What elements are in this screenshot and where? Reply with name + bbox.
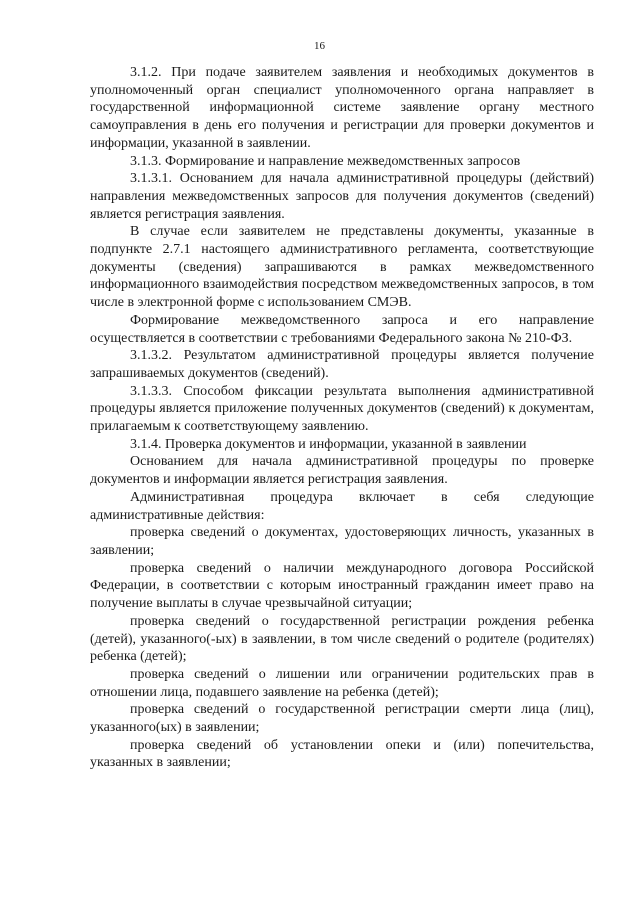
page-number: 16	[314, 40, 325, 52]
paragraph-3-1-3-1: 3.1.3.1. Основанием для начала административной процедуры (действий) направления межведомственных запросов для получения документов (сведений) является регистрация заявления.	[90, 171, 594, 222]
list-item-death-check: проверка сведений о государственной регистрации смерти лица (лиц), указанного(ых) в заявлении;	[90, 702, 594, 736]
list-item-parental-rights-check: проверка сведений о лишении или ограничении родительских прав в отношении лица, подавшего заявление на ребенка (детей);	[90, 666, 594, 700]
list-item-guardianship-check: проверка сведений об установлении опеки и (или) попечительства, указанных в заявлении;	[90, 737, 594, 771]
list-item-identity-check: проверка сведений о документах, удостоверяющих личность, указанных в заявлении;	[90, 525, 594, 558]
list-item-treaty-check: проверка сведений о наличии международного договора Российской Федерации, в соответствии с которым иностранный гражданин имеет право на получение выплаты в случае чрезвычайной ситуации;	[90, 560, 594, 612]
paragraph-3-1-2: 3.1.2. При подаче заявителем заявления и необходимых документов в уполномоченный орган специалист уполномоченного органа направляет в государственной информационной системе заявление органу местного самоуправления в день его получения и регистрации для проверки документов и информации, указанной в заявлении.	[90, 65, 594, 151]
paragraph-3-1-3-2: 3.1.3.2. Результатом административной процедуры является получение запрашиваемых документов (сведений).	[90, 348, 594, 381]
document-body	[90, 64, 594, 772]
heading-3-1-3: 3.1.3. Формирование и направление межведомственных запросов	[130, 153, 521, 169]
paragraph-missing-documents: В случае если заявителем не представлены документы, указанные в подпункте 2.7.1 настоящего административного регламента, соответствующие документы (сведения) запрашиваются в рамках межведомственного информационного взаимодействия посредством межведомственных запросов, в том числе в электронной форме с использованием СМЭВ.	[90, 224, 594, 311]
heading-3-1-4: 3.1.4. Проверка документов и информации, указанной в заявлении	[130, 436, 527, 452]
paragraph-request-formation: Формирование межведомственного запроса и его направление осуществляется в соответствии с требованиями Федерального закона № 210-ФЗ.	[90, 312, 594, 346]
paragraph-verification-basis: Основанием для начала административной процедуры по проверке документов и информации является регистрация заявления.	[90, 454, 594, 488]
paragraph-actions-intro: Административная процедура включает в себя следующие административные действия:	[90, 489, 594, 523]
paragraph-3-1-3-3: 3.1.3.3. Способом фиксации результата выполнения административной процедуры является приложение полученных документов (сведений) к документам, прилагаемым к соответствующему заявлению.	[90, 383, 594, 435]
list-item-birth-check: проверка сведений о государственной регистрации рождения ребенка (детей), указанного(-ых) в заявлении, в том числе сведений о родителе (родителях) ребенка (детей);	[90, 613, 594, 665]
